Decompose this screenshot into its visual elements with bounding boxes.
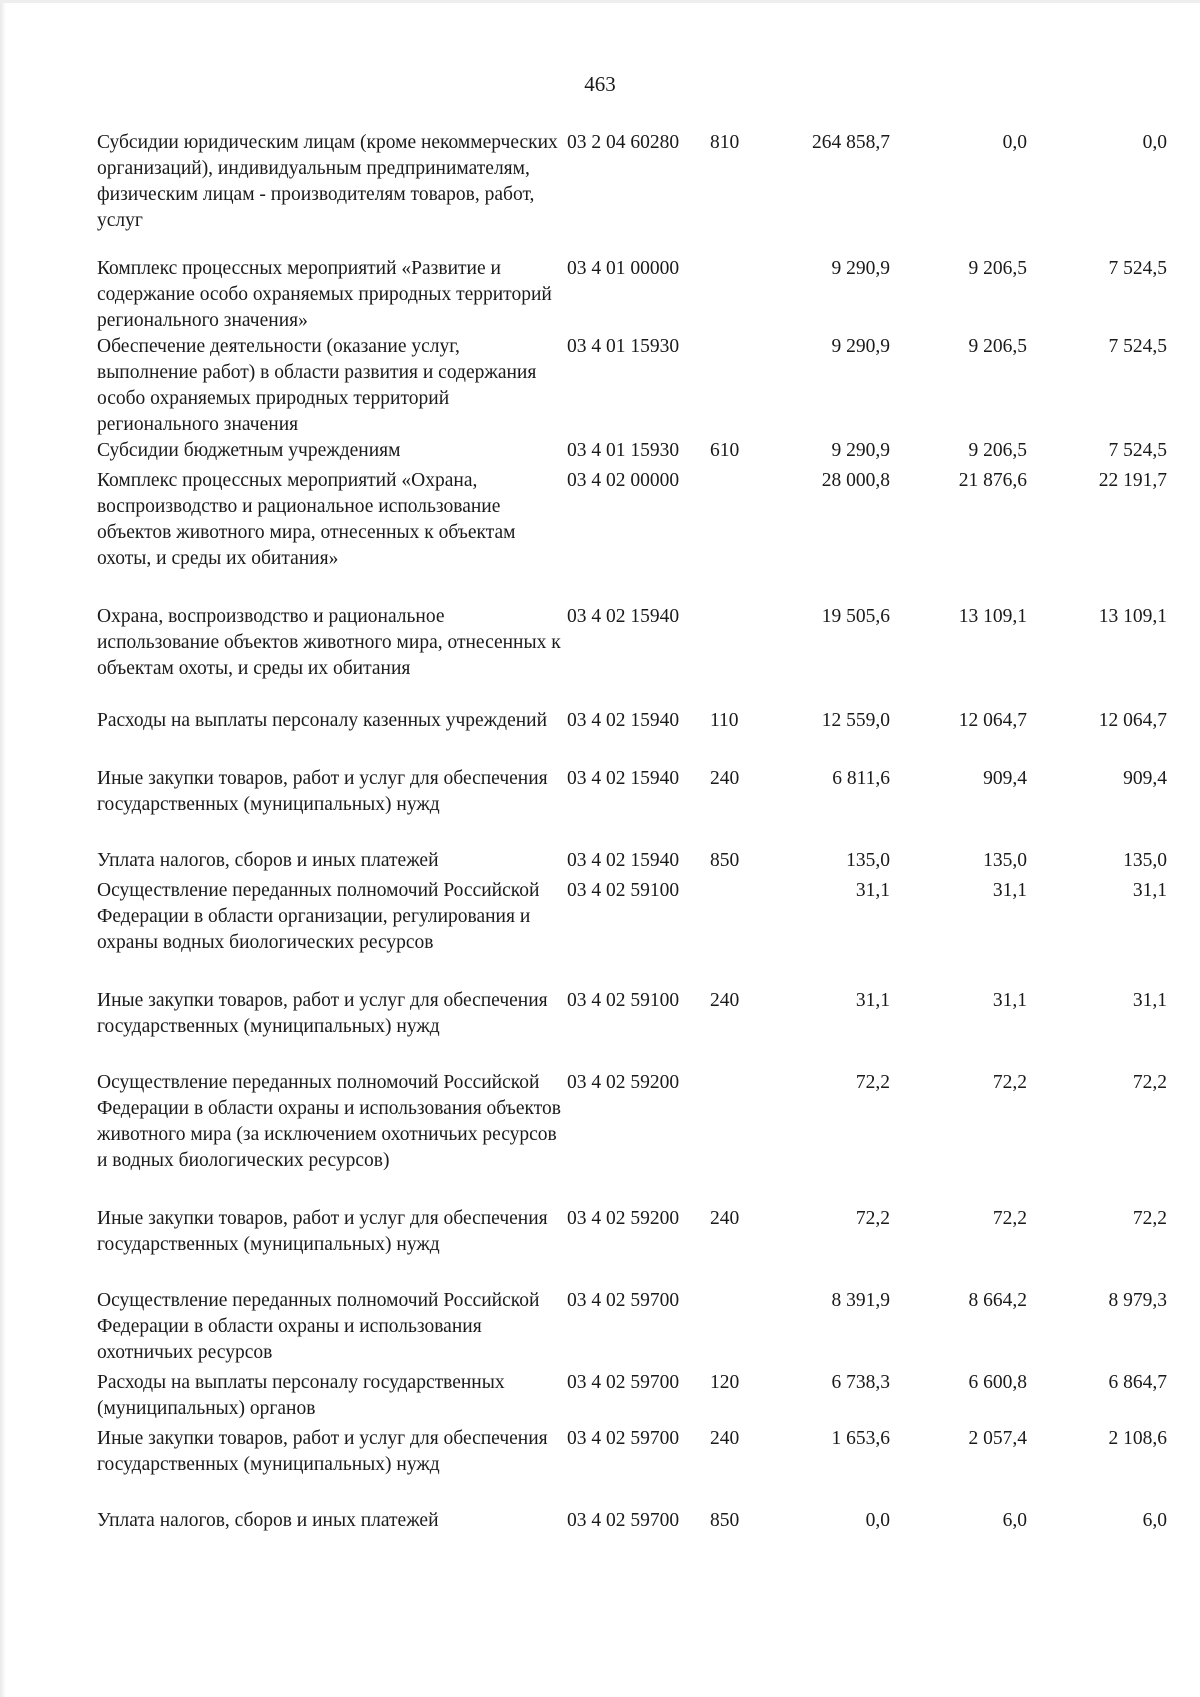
row-code: 03 4 02 59100 — [567, 990, 680, 1011]
row-value-1: 31,1 — [855, 880, 890, 901]
row-value-1: 8 391,9 — [831, 1290, 890, 1311]
row-value-2: 31,1 — [992, 880, 1027, 901]
table-row — [97, 438, 1167, 468]
row-value-2: 13 109,1 — [958, 606, 1027, 627]
row-value-2: 9 206,5 — [968, 440, 1027, 461]
table-row — [97, 468, 1167, 604]
table-row — [97, 256, 1167, 334]
row-name: Обеспечение деятельности (оказание услуг, выполнение работ) в области развития и содержания особо охраняемых природных территорий регионального значения — [97, 336, 537, 435]
page-number: 463 — [584, 72, 616, 96]
row-name: Осуществление переданных полномочий Российской Федерации в области организации, регулирования и охраны водных биологических ресурсов — [97, 880, 540, 953]
budget-table — [97, 130, 1167, 1538]
row-name: Иные закупки товаров, работ и услуг для обеспечения государственных (муниципальных) нужд — [97, 768, 548, 815]
row-type: 240 — [710, 768, 740, 789]
row-value-1: 264 858,7 — [812, 132, 890, 153]
row-type: 240 — [710, 1428, 740, 1449]
row-code: 03 4 02 15940 — [567, 850, 680, 871]
row-type: 850 — [710, 1510, 740, 1531]
row-value-1: 9 290,9 — [831, 336, 890, 357]
row-code: 03 4 02 59700 — [567, 1372, 680, 1393]
row-value-1: 1 653,6 — [831, 1428, 890, 1449]
row-value-2: 9 206,5 — [968, 336, 1027, 357]
row-name: Уплата налогов, сборов и иных платежей — [97, 1510, 439, 1531]
row-code: 03 4 02 59700 — [567, 1510, 680, 1531]
row-value-1: 12 559,0 — [821, 710, 890, 731]
row-value-1: 72,2 — [855, 1208, 890, 1229]
row-name: Субсидии юридическим лицам (кроме некоммерческих организаций), индивидуальным предпринимателям, физическим лицам - производителям товаров, работ, услуг — [97, 132, 558, 231]
row-name: Субсидии бюджетным учреждениям — [97, 440, 401, 461]
row-code: 03 4 02 59200 — [567, 1072, 680, 1093]
row-name: Комплекс процессных мероприятий «Развитие и содержание особо охраняемых природных территорий регионального значения» — [97, 258, 552, 331]
row-value-2: 0,0 — [1002, 132, 1027, 153]
table-row — [97, 848, 1167, 878]
table-row — [97, 1508, 1167, 1538]
row-value-1: 19 505,6 — [821, 606, 890, 627]
row-value-1: 6 811,6 — [832, 768, 890, 789]
row-value-3: 909,4 — [1123, 768, 1167, 789]
row-value-2: 6,0 — [1002, 1510, 1027, 1531]
row-value-3: 6 864,7 — [1108, 1372, 1167, 1393]
row-value-1: 0,0 — [865, 1510, 890, 1531]
row-type: 810 — [710, 132, 740, 153]
row-code: 03 4 01 00000 — [567, 258, 680, 279]
row-type: 240 — [710, 990, 740, 1011]
row-value-3: 31,1 — [1132, 880, 1167, 901]
row-value-1: 9 290,9 — [831, 440, 890, 461]
row-type: 120 — [710, 1372, 740, 1393]
row-name: Иные закупки товаров, работ и услуг для обеспечения государственных (муниципальных) нужд — [97, 1208, 548, 1255]
row-type: 610 — [710, 440, 740, 461]
table-row — [97, 334, 1167, 438]
table-row — [97, 708, 1167, 766]
row-value-3: 31,1 — [1132, 990, 1167, 1011]
row-code: 03 4 02 59100 — [567, 880, 680, 901]
row-code: 03 4 02 15940 — [567, 710, 680, 731]
row-name: Осуществление переданных полномочий Российской Федерации в области охраны и использования охотничьих ресурсов — [97, 1290, 540, 1363]
row-name: Расходы на выплаты персоналу казенных учреждений — [97, 710, 548, 731]
row-value-3: 7 524,5 — [1108, 258, 1167, 279]
row-value-2: 8 664,2 — [968, 1290, 1027, 1311]
row-code: 03 4 01 15930 — [567, 336, 680, 357]
row-type: 110 — [710, 710, 739, 731]
row-type: 240 — [710, 1208, 740, 1229]
row-value-1: 6 738,3 — [831, 1372, 890, 1393]
row-code: 03 2 04 60280 — [567, 132, 680, 153]
table-row — [97, 1426, 1167, 1508]
table-row — [97, 1206, 1167, 1288]
row-value-2: 72,2 — [992, 1072, 1027, 1093]
row-value-1: 31,1 — [855, 990, 890, 1011]
row-value-2: 6 600,8 — [968, 1372, 1027, 1393]
row-code: 03 4 01 15930 — [567, 440, 680, 461]
table-row — [97, 130, 1167, 256]
row-name: Комплекс процессных мероприятий «Охрана, воспроизводство и рациональное использование объектов животного мира, отнесенных к объектам охоты, и среды их обитания» — [97, 470, 516, 569]
row-value-3: 7 524,5 — [1108, 440, 1167, 461]
row-value-1: 9 290,9 — [831, 258, 890, 279]
row-value-2: 72,2 — [992, 1208, 1027, 1229]
row-value-1: 72,2 — [855, 1072, 890, 1093]
table-row — [97, 1288, 1167, 1370]
row-value-2: 31,1 — [992, 990, 1027, 1011]
row-code: 03 4 02 15940 — [567, 768, 680, 789]
row-name: Иные закупки товаров, работ и услуг для обеспечения государственных (муниципальных) нужд — [97, 990, 548, 1037]
row-value-3: 0,0 — [1142, 132, 1167, 153]
row-code: 03 4 02 15940 — [567, 606, 680, 627]
table-row — [97, 1070, 1167, 1206]
row-code: 03 4 02 59200 — [567, 1208, 680, 1229]
row-code: 03 4 02 00000 — [567, 470, 680, 491]
scan-edge-top — [0, 0, 1200, 3]
row-value-3: 12 064,7 — [1098, 710, 1167, 731]
row-name: Иные закупки товаров, работ и услуг для обеспечения государственных (муниципальных) нужд — [97, 1428, 548, 1475]
row-name: Уплата налогов, сборов и иных платежей — [97, 850, 439, 871]
row-value-2: 21 876,6 — [958, 470, 1027, 491]
row-value-3: 13 109,1 — [1098, 606, 1167, 627]
row-value-2: 135,0 — [983, 850, 1027, 871]
row-name: Охрана, воспроизводство и рациональное использование объектов животного мира, отнесенных к объектам охоты, и среды их обитания — [97, 606, 561, 679]
row-value-3: 8 979,3 — [1108, 1290, 1167, 1311]
row-value-3: 22 191,7 — [1098, 470, 1167, 491]
row-name: Осуществление переданных полномочий Российской Федерации в области охраны и использования объектов животного мира (за исключением охотничьих ресурсов и водных биологических ресурсов) — [97, 1072, 561, 1171]
row-code: 03 4 02 59700 — [567, 1428, 680, 1449]
row-value-2: 2 057,4 — [968, 1428, 1027, 1449]
table-row — [97, 878, 1167, 988]
row-value-2: 12 064,7 — [958, 710, 1027, 731]
row-value-3: 72,2 — [1132, 1072, 1167, 1093]
table-row — [97, 988, 1167, 1070]
row-name: Расходы на выплаты персоналу государственных (муниципальных) органов — [97, 1372, 505, 1419]
row-type: 850 — [710, 850, 740, 871]
row-value-2: 9 206,5 — [968, 258, 1027, 279]
row-value-3: 6,0 — [1142, 1510, 1167, 1531]
table-row — [97, 1370, 1167, 1426]
row-value-1: 28 000,8 — [821, 470, 890, 491]
table-row — [97, 766, 1167, 848]
row-value-1: 135,0 — [846, 850, 890, 871]
row-value-3: 135,0 — [1123, 850, 1167, 871]
row-value-3: 2 108,6 — [1108, 1428, 1167, 1449]
table-row — [97, 604, 1167, 708]
scan-edge-left — [0, 0, 6, 1697]
row-code: 03 4 02 59700 — [567, 1290, 680, 1311]
row-value-2: 909,4 — [983, 768, 1027, 789]
row-value-3: 72,2 — [1132, 1208, 1167, 1229]
row-value-3: 7 524,5 — [1108, 336, 1167, 357]
